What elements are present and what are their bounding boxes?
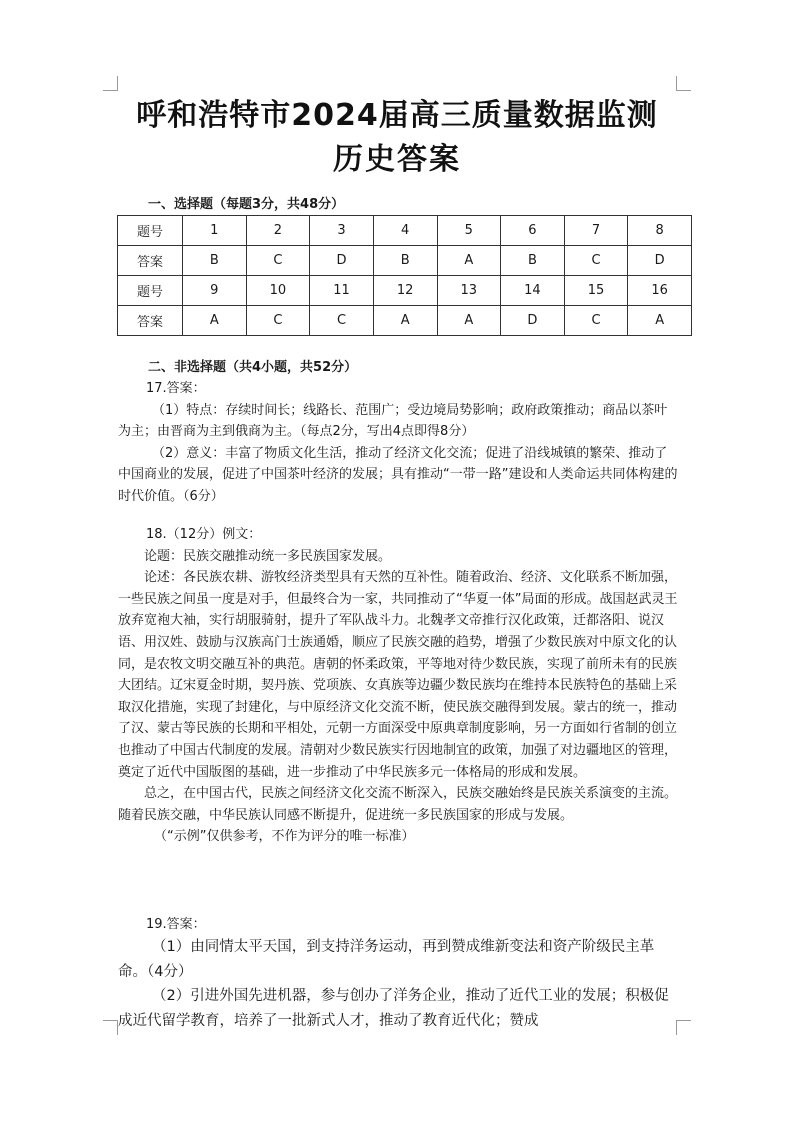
crop-mark-top-left (103, 76, 118, 91)
page-subtitle: 历史答案 (333, 142, 461, 177)
table-cell: C (246, 246, 310, 276)
crop-mark-bottom-left (103, 1020, 118, 1035)
table-cell: 9 (183, 276, 247, 306)
q19-label: 19.答案： (146, 917, 206, 932)
table-cell: A (373, 306, 437, 336)
table-row (118, 306, 692, 336)
q17-part2: （2）意义：丰富了物质文化生活，推动了经济文化交流；促进了沿线城镇的繁荣、推动了中国商业的发展，促进了中国茶叶经济的发展；具有推动“一带一路”建设和人类命运共同体构建的时代价值。（6分） (118, 445, 678, 504)
table-cell: 5 (437, 216, 501, 246)
table-cell: 14 (501, 276, 565, 306)
section2-heading: 二、非选择题（共4小题，共52分） (148, 360, 358, 375)
table-cell: 16 (628, 276, 692, 306)
page-title: 呼和浩特市2024届高三质量数据监测 (136, 98, 658, 133)
table-cell: C (564, 246, 628, 276)
q18-thesis: 论题：民族交融推动统一多民族国家发展。 (144, 548, 392, 564)
table-cell: A (183, 306, 247, 336)
q19-part1: （1）由同情太平天国，到支持洋务运动，再到赞成维新变法和资产阶级民主革命。（4分） (118, 939, 655, 980)
table-cell: 1 (183, 216, 247, 246)
q19-block (118, 914, 678, 1033)
q18-note: （“示例”仅供参考，不作为评分的唯一标准） (154, 829, 415, 845)
crop-mark-top-right (676, 76, 691, 91)
row-label: 题号 (118, 216, 183, 246)
table-cell: 7 (564, 216, 628, 246)
crop-mark-bottom-right (676, 1020, 691, 1035)
q18-conclusion: 总之，在中国古代，民族之间经济文化交流不断深入，民族交融始终是民族关系演变的主流。随着民族交融，中华民族认同感不断提升，促进统一多民族国家的形成与发展。 (118, 786, 678, 823)
table-cell: D (628, 246, 692, 276)
table-row (118, 246, 692, 276)
table-cell: B (183, 246, 247, 276)
table-cell: 12 (373, 276, 437, 306)
table-cell: D (310, 246, 374, 276)
row-label: 题号 (118, 276, 183, 306)
table-cell: 2 (246, 216, 310, 246)
table-cell: 10 (246, 276, 310, 306)
table-cell: C (246, 306, 310, 336)
q18-label: 18.（12分）例文： (146, 527, 262, 542)
table-cell: 8 (628, 216, 692, 246)
row-label: 答案 (118, 306, 183, 336)
table-cell: 15 (564, 276, 628, 306)
table-cell: A (437, 306, 501, 336)
table-cell: C (564, 306, 628, 336)
table-cell: 3 (310, 216, 374, 246)
q18-argument: 论述：各民族农耕、游牧经济类型具有天然的互补性。随着政治、经济、文化联系不断加强，一些民族之间虽一度是对手，但最终合为一家，共同推动了“华夏一体”局面的形成。战国赵武灵王放弃宽袍大袖，实行胡服骑射，提升了军队战斗力。北魏孝文帝推行汉化政策，迁都洛阳、说汉语、用汉姓、鼓励与汉族高门士族通婚，顺应了民族交融的趋势，增强了少数民族对中原文化的认同，是农牧文明交融互补的典范。唐朝的怀柔政策，平等地对待少数民族，实现了前所未有的民族大团结。辽宋夏金时期，契丹族、党项族、女真族等边疆少数民族均在维持本民族特色的基础上采取汉化措施，实现了封建化，与中原经济文化交流不断，使民族交融得到发展。蒙古的统一，推动了汉、蒙古等民族的长期和平相处，元朝一方面深受中原典章制度影响，另一方面如行省制的创立也推动了中国古代制度的发展。清朝对少数民族实行因地制宜的政策，加强了对边疆地区的管理，奠定了近代中国版图的基础，进一步推动了中华民族多元一体格局的形成和发展。 (118, 570, 678, 780)
q18-block (118, 524, 678, 848)
q17-label: 17.答案： (146, 381, 206, 396)
answer-table (117, 215, 692, 336)
table-row (118, 216, 692, 246)
table-cell: A (437, 246, 501, 276)
table-cell: 13 (437, 276, 501, 306)
row-label: 答案 (118, 246, 183, 276)
table-cell: A (628, 306, 692, 336)
table-cell: B (373, 246, 437, 276)
table-cell: 4 (373, 216, 437, 246)
table-cell: 11 (310, 276, 374, 306)
q17-block (118, 378, 678, 508)
section1-heading: 一、选择题（每题3分，共48分） (148, 197, 345, 212)
table-cell: D (501, 306, 565, 336)
q17-part1: （1）特点：存续时间长；线路长、范围广；受边境局势影响；政府政策推动；商品以茶叶为主；由晋商为主到俄商为主。（每点2分，写出4点即得8分） (118, 402, 668, 440)
table-cell: B (501, 246, 565, 276)
table-cell: C (310, 306, 374, 336)
table-row (118, 276, 692, 306)
table-cell: 6 (501, 216, 565, 246)
q19-part2: （2）引进外国先进机器，参与创办了洋务企业，推动了近代工业的发展；积极促成近代留学教育，培养了一批新式人才，推动了教育近代化；赞成 (118, 988, 669, 1029)
